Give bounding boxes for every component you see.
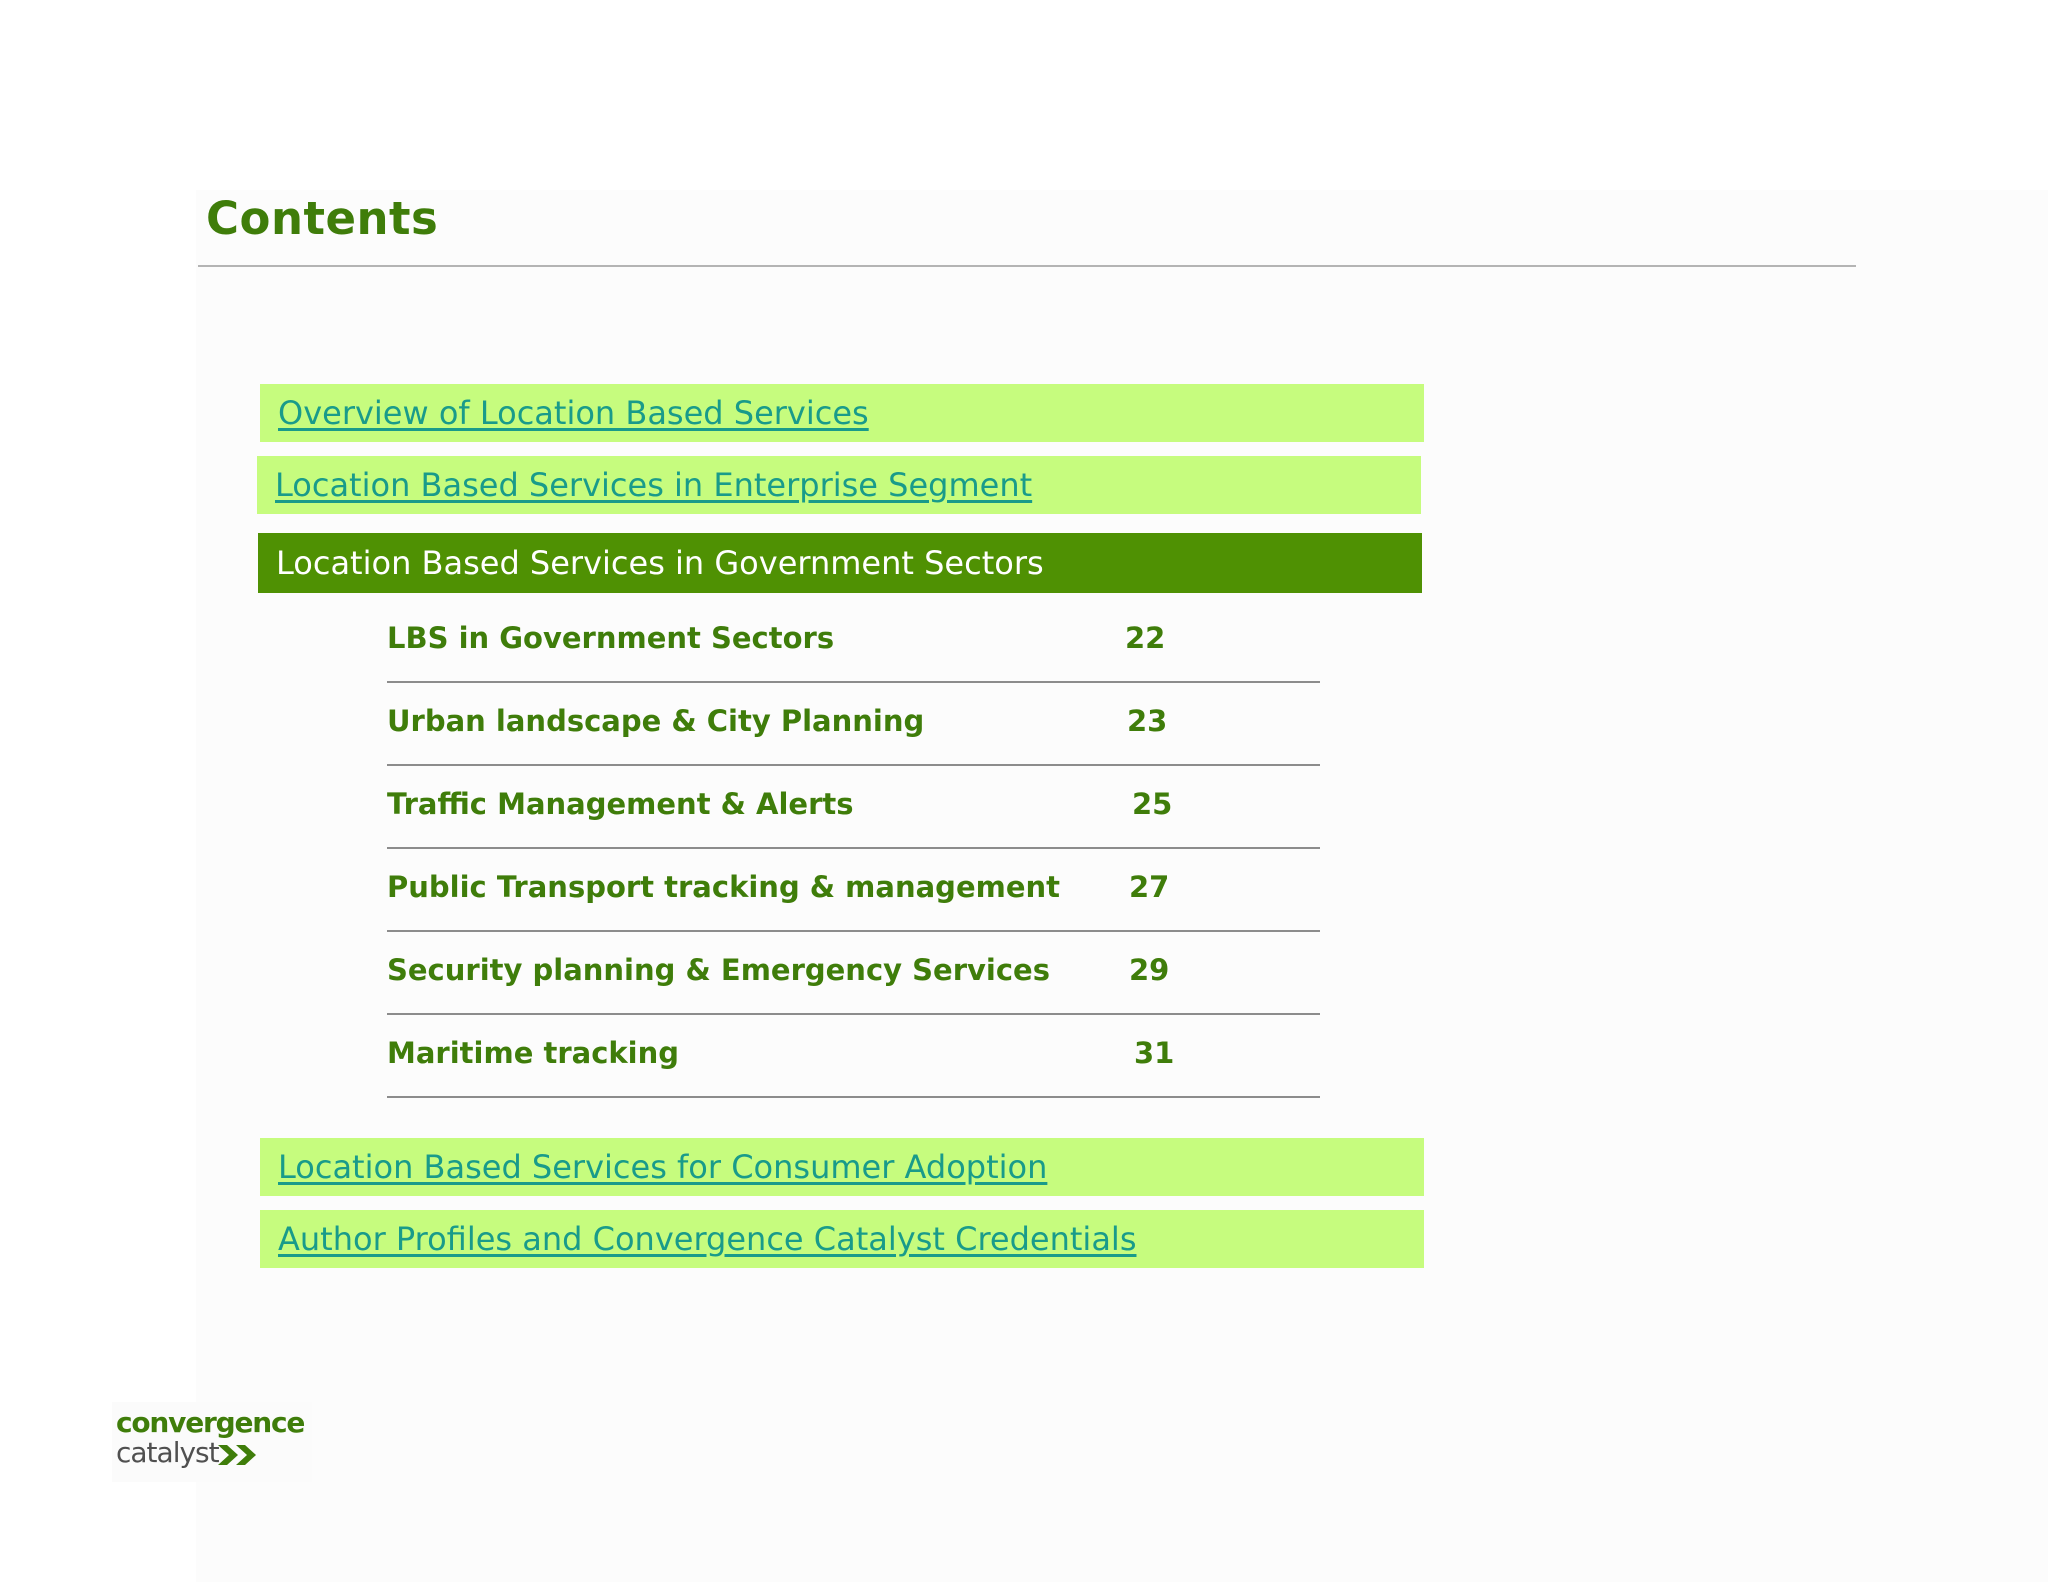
toc-subsection-label: Traffic Management & Alerts [387,787,854,821]
company-logo [112,1402,312,1482]
toc-section-link[interactable]: Location Based Services in Enterprise Segment [275,466,1033,504]
toc-section-enterprise[interactable] [257,456,1421,514]
toc-section-link[interactable]: Location Based Services for Consumer Adoption [278,1148,1048,1186]
toc-section-consumer[interactable] [260,1138,1424,1196]
toc-subsection-label: Security planning & Emergency Services [387,953,1050,987]
toc-subsection-row[interactable] [387,682,1320,766]
toc-subsection-row[interactable] [387,599,1320,683]
toc-subsection-label: LBS in Government Sectors [387,621,835,655]
title-divider [198,265,1856,267]
toc-section-government-active[interactable] [258,533,1422,593]
toc-subsection-page: 23 [1127,704,1168,738]
toc-section-active-label: Location Based Services in Government Sectors [276,544,1044,582]
toc-section-link[interactable]: Author Profiles and Convergence Catalyst Credentials [278,1220,1137,1258]
toc-subsection-page: 29 [1129,953,1170,987]
toc-subsection-row[interactable] [387,848,1320,932]
double-chevron-right-icon [216,1442,260,1468]
toc-section-link[interactable]: Overview of Location Based Services [278,394,869,432]
page-title: Contents [206,192,439,245]
logo-text-catalyst: catalyst [116,1436,219,1469]
toc-section-overview[interactable] [260,384,1424,442]
toc-subsection-label: Public Transport tracking & management [387,870,1061,904]
toc-subsection-row[interactable] [387,765,1320,849]
toc-subsection-label: Urban landscape & City Planning [387,704,925,738]
toc-subsection-page: 27 [1129,870,1170,904]
toc-subsection-row[interactable] [387,931,1320,1015]
toc-subsection-page: 31 [1134,1036,1175,1070]
toc-subsection-row[interactable] [387,1014,1320,1098]
toc-subsection-page: 25 [1132,787,1173,821]
toc-section-author-profiles[interactable] [260,1210,1424,1268]
toc-subsection-label: Maritime tracking [387,1036,680,1070]
logo-text-convergence: convergence [116,1406,305,1439]
toc-subsection-page: 22 [1125,621,1166,655]
